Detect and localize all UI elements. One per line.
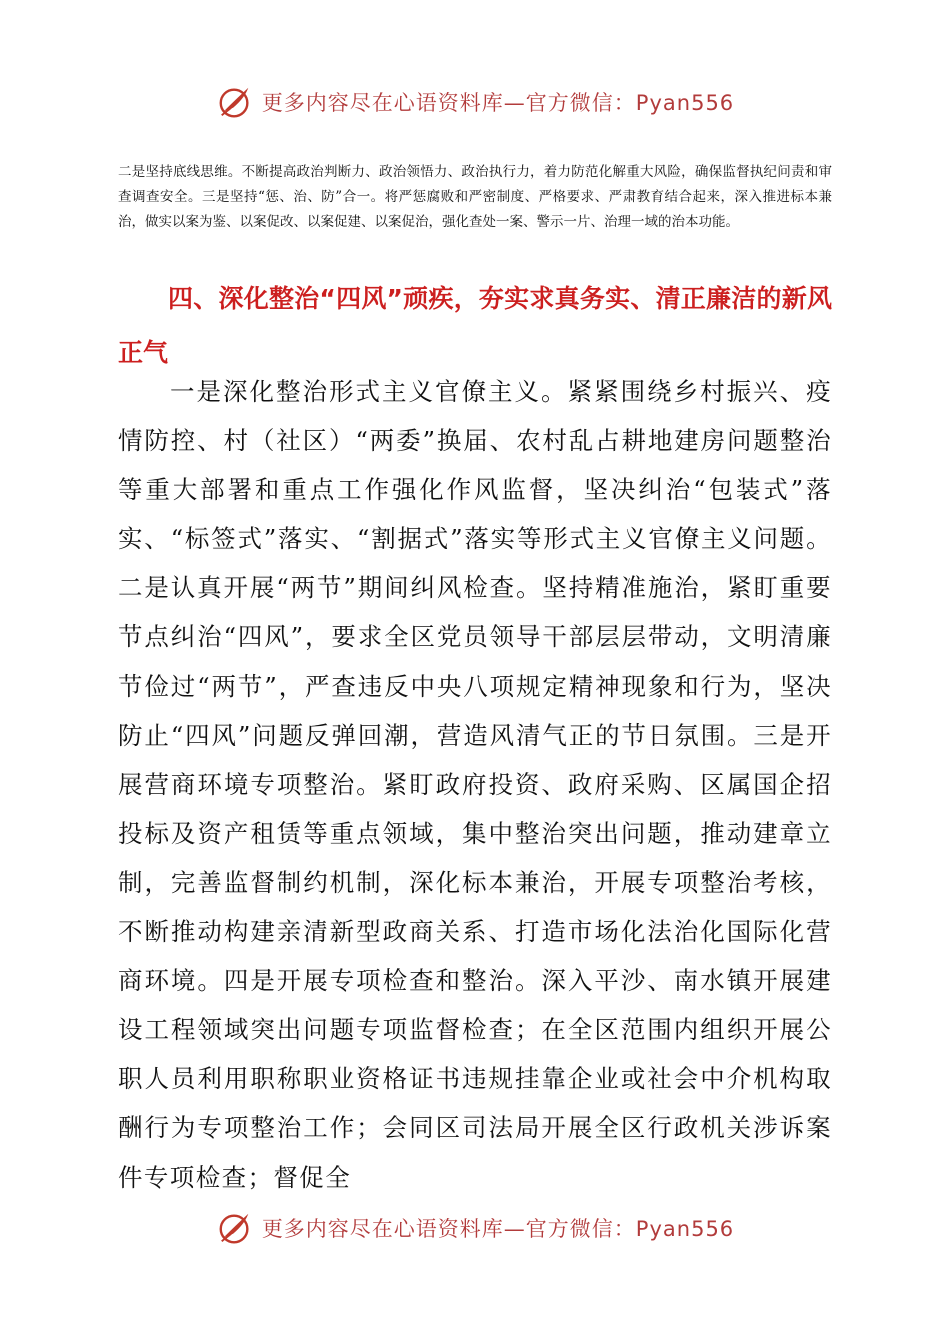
- quill-logo-icon: [216, 83, 254, 121]
- quill-logo-icon: [216, 1209, 254, 1247]
- footer-banner-text: 更多内容尽在心语资料库—官方微信：Pyan556: [261, 1217, 735, 1241]
- header-banner: [0, 80, 950, 124]
- section-heading: 四、深化整治“四风”顽疾，夯实求真务实、清正廉洁的新风正气: [118, 284, 832, 367]
- section-body-paragraph: 一是深化整治形式主义官僚主义。紧紧围绕乡村振兴、疫情防控、村（社区）“两委”换届、农村乱占耕地建房问题整治等重大部署和重点工作强化作风监督，坚决纠治“包装式”落实、“标签式”落实、“割据式”落实等形式主义官僚主义问题。二是认真开展“两节”期间纠风检查。坚持精准施治，紧盯重要节点纠治“四风”，要求全区党员领导干部层层带动，文明清廉节俭过“两节”，严查违反中央八项规定精神现象和行为，坚决防止“四风”问题反弹回潮，营造风清气正的节日氛围。三是开展营商环境专项整治。紧盯政府投资、政府采购、区属国企招投标及资产租赁等重点领域，集中整治突出问题，推动建章立制，完善监督制约机制，深化标本兼治，开展专项整治考核，不断推动构建亲清新型政商关系、打造市场化法治化国际化营商环境。四是开展专项检查和整治。深入平沙、南水镇开展建设工程领域突出问题专项监督检查；在全区范围内组织开展公职人员利用职称职业资格证书违规挂靠企业或社会中介机构取酬行为专项整治工作；会同区司法局开展全区行政机关涉诉案件专项检查；督促全: [118, 377, 832, 1192]
- header-banner-text: 更多内容尽在心语资料库—官方微信：Pyan556: [261, 91, 735, 115]
- footer-banner: [0, 1206, 950, 1250]
- intro-paragraph: 二是坚持底线思维。不断提高政治判断力、政治领悟力、政治执行力，着力防范化解重大风险，确保监督执纪问责和审查调查安全。三是坚持“惩、治、防”合一。将严惩腐败和严密制度、严格要求、严肃教育结合起来，深入推进标本兼治，做实以案为鉴、以案促改、以案促建、以案促治，强化查处一案、警示一片、治理一域的治本功能。: [118, 164, 832, 230]
